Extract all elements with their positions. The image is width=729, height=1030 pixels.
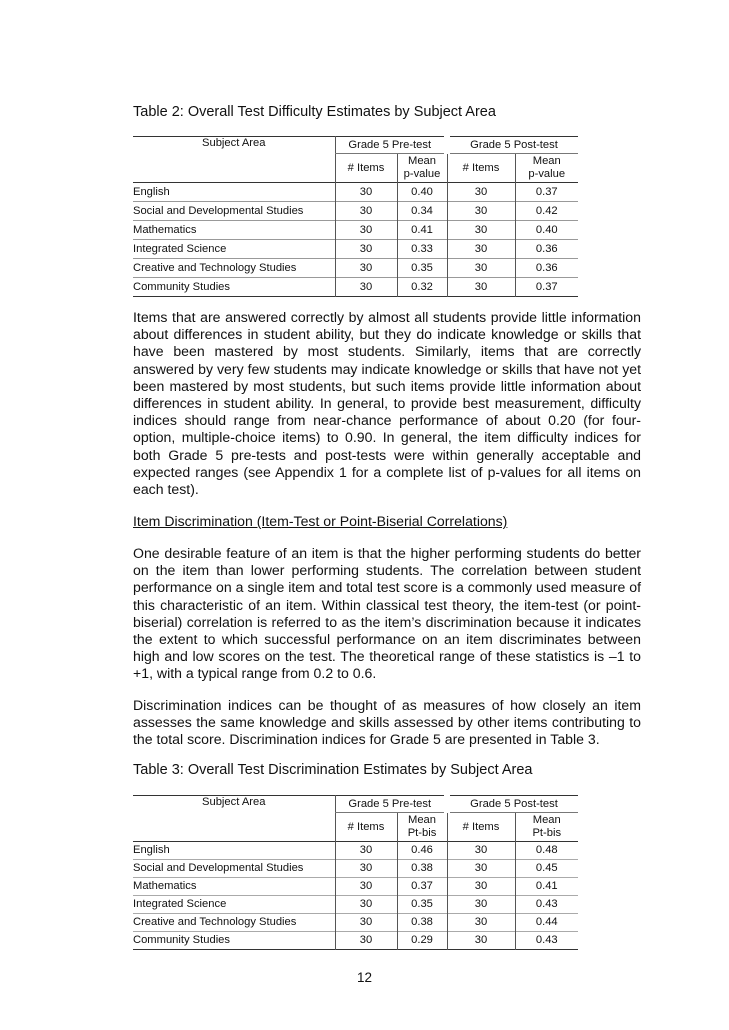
- table-row: [133, 221, 578, 240]
- table2-post-mean-line1: Mean: [532, 155, 561, 167]
- table2-pre-mean-line2: p-value: [403, 168, 441, 180]
- pre-items-cell: 30: [335, 259, 397, 278]
- post-items-cell: 30: [447, 259, 515, 278]
- post-mean-cell: 0.43: [515, 896, 578, 914]
- pre-mean-cell: 0.38: [397, 860, 447, 878]
- post-items-cell: 30: [447, 183, 515, 202]
- pre-mean-cell: 0.37: [397, 878, 447, 896]
- table-row: [133, 860, 578, 878]
- table-row: [133, 932, 578, 950]
- subject-cell: Mathematics: [133, 221, 335, 240]
- table-row: [133, 240, 578, 259]
- table3-post-mean-header: [515, 813, 578, 842]
- table3-discrimination: [133, 795, 578, 950]
- pre-items-cell: 30: [335, 221, 397, 240]
- table2-post-mean-line2: p-value: [528, 168, 566, 180]
- paragraph-discrimination: One desirable feature of an item is that the higher performing students do better on the item than lower performing students. The correlation between student performance on a single item and total test score is a commonly used measure of this characteristic of an item. Within classical test theory, the item-test (or point-biserial) correlation is referred to as the item’s discrimination because it indicates the extent to which successful performance on an item discriminates between high and low scores on the test. The theoretical range of these statistics is –1 to +1, with a typical range from 0.2 to 0.6.: [133, 545, 641, 682]
- subject-cell: Integrated Science: [133, 896, 335, 914]
- table2-post-items-header: # Items: [447, 154, 515, 183]
- post-items-cell: 30: [447, 860, 515, 878]
- table3-subject-header: Subject Area: [202, 796, 266, 808]
- table3-pre-mean-line2: Pt-bis: [407, 827, 437, 839]
- pre-items-cell: 30: [335, 842, 397, 860]
- table2-subject-header: Subject Area: [202, 137, 266, 149]
- post-items-cell: 30: [447, 202, 515, 221]
- table-row: [133, 878, 578, 896]
- pre-mean-cell: 0.33: [397, 240, 447, 259]
- post-mean-cell: 0.40: [515, 221, 578, 240]
- page-number: 12: [356, 970, 373, 985]
- pre-items-cell: 30: [335, 878, 397, 896]
- table3-post-mean-line2: Pt-bis: [532, 827, 562, 839]
- pre-mean-cell: 0.35: [397, 896, 447, 914]
- pre-items-cell: 30: [335, 896, 397, 914]
- post-mean-cell: 0.36: [515, 240, 578, 259]
- paragraph-discrimination-indices: Discrimination indices can be thought of as measures of how closely an item assesses the same knowledge and skills assessed by other items contributing to the total score. Discrimination indices for Grade 5 are presented in Table 3.: [133, 697, 641, 748]
- table2-difficulty: [133, 136, 578, 297]
- table-row: [133, 259, 578, 278]
- pre-items-cell: 30: [335, 202, 397, 221]
- subject-cell: Integrated Science: [133, 240, 335, 259]
- subject-cell: Creative and Technology Studies: [133, 914, 335, 932]
- table3-pre-mean-line1: Mean: [408, 814, 436, 826]
- subject-cell: Social and Developmental Studies: [133, 202, 335, 221]
- post-mean-cell: 0.36: [515, 259, 578, 278]
- pre-mean-cell: 0.35: [397, 259, 447, 278]
- pre-mean-cell: 0.29: [397, 932, 447, 950]
- table3-post-mean-line1: Mean: [532, 814, 561, 826]
- pre-items-cell: 30: [335, 183, 397, 202]
- post-mean-cell: 0.44: [515, 914, 578, 932]
- table2-posttest-header: Grade 5 Post-test: [447, 137, 578, 154]
- pre-items-cell: 30: [335, 914, 397, 932]
- subject-cell: English: [133, 842, 335, 860]
- pre-items-cell: 30: [335, 932, 397, 950]
- section-heading-discrimination: Item Discrimination (Item-Test or Point-Biserial Correlations): [133, 513, 508, 529]
- paragraph-difficulty: Items that are answered correctly by almost all students provide little information about differences in student ability, but they do indicate knowledge or skills that have been mastered by most students. Similarly, items that are correctly answered by very few students may indicate knowledge or skills that have not yet been mastered by most students, but such items provide little information about differences in student ability. In general, to provide best measurement, difficulty indices should range from near-chance performance of about 0.20 (for four-option, multiple-choice items) to 0.90. In general, the item difficulty indices for both Grade 5 pre-tests and post-tests were within generally acceptable and expected ranges (see Appendix 1 for a complete list of p-values for all items on each test).: [133, 309, 641, 498]
- post-items-cell: 30: [447, 896, 515, 914]
- post-mean-cell: 0.45: [515, 860, 578, 878]
- subject-cell: Social and Developmental Studies: [133, 860, 335, 878]
- table-row: [133, 183, 578, 202]
- pre-items-cell: 30: [335, 240, 397, 259]
- pre-mean-cell: 0.34: [397, 202, 447, 221]
- table3-post-items-header: # Items: [447, 813, 515, 842]
- post-mean-cell: 0.43: [515, 932, 578, 950]
- table2-pre-items-header: # Items: [335, 154, 397, 183]
- pre-items-cell: 30: [335, 278, 397, 297]
- table3-pre-items-header: # Items: [335, 813, 397, 842]
- pre-mean-cell: 0.46: [397, 842, 447, 860]
- pre-items-cell: 30: [335, 860, 397, 878]
- subject-cell: Mathematics: [133, 878, 335, 896]
- pre-mean-cell: 0.38: [397, 914, 447, 932]
- table-row: [133, 202, 578, 221]
- post-mean-cell: 0.42: [515, 202, 578, 221]
- pre-mean-cell: 0.32: [397, 278, 447, 297]
- post-items-cell: 30: [447, 221, 515, 240]
- subject-cell: Community Studies: [133, 932, 335, 950]
- post-items-cell: 30: [447, 914, 515, 932]
- table2-pretest-header: Grade 5 Pre-test: [335, 137, 447, 154]
- pre-mean-cell: 0.41: [397, 221, 447, 240]
- post-mean-cell: 0.37: [515, 183, 578, 202]
- post-items-cell: 30: [447, 278, 515, 297]
- post-mean-cell: 0.37: [515, 278, 578, 297]
- table3-caption: Table 3: Overall Test Discrimination Estimates by Subject Area: [133, 762, 533, 778]
- subject-cell: Community Studies: [133, 278, 335, 297]
- table2-pre-mean-header: [397, 154, 447, 183]
- table3-posttest-header: Grade 5 Post-test: [447, 796, 578, 813]
- table-row: [133, 896, 578, 914]
- post-items-cell: 30: [447, 842, 515, 860]
- table-row: [133, 278, 578, 297]
- table2-caption: Table 2: Overall Test Difficulty Estimates by Subject Area: [133, 104, 496, 120]
- table3-pretest-header: Grade 5 Pre-test: [335, 796, 447, 813]
- post-mean-cell: 0.48: [515, 842, 578, 860]
- pre-mean-cell: 0.40: [397, 183, 447, 202]
- post-items-cell: 30: [447, 878, 515, 896]
- post-mean-cell: 0.41: [515, 878, 578, 896]
- table2-post-mean-header: [515, 154, 578, 183]
- table-row: [133, 914, 578, 932]
- table-row: [133, 842, 578, 860]
- table3-pre-mean-header: [397, 813, 447, 842]
- subject-cell: Creative and Technology Studies: [133, 259, 335, 278]
- table2-pre-mean-line1: Mean: [408, 155, 436, 167]
- subject-cell: English: [133, 183, 335, 202]
- post-items-cell: 30: [447, 240, 515, 259]
- post-items-cell: 30: [447, 932, 515, 950]
